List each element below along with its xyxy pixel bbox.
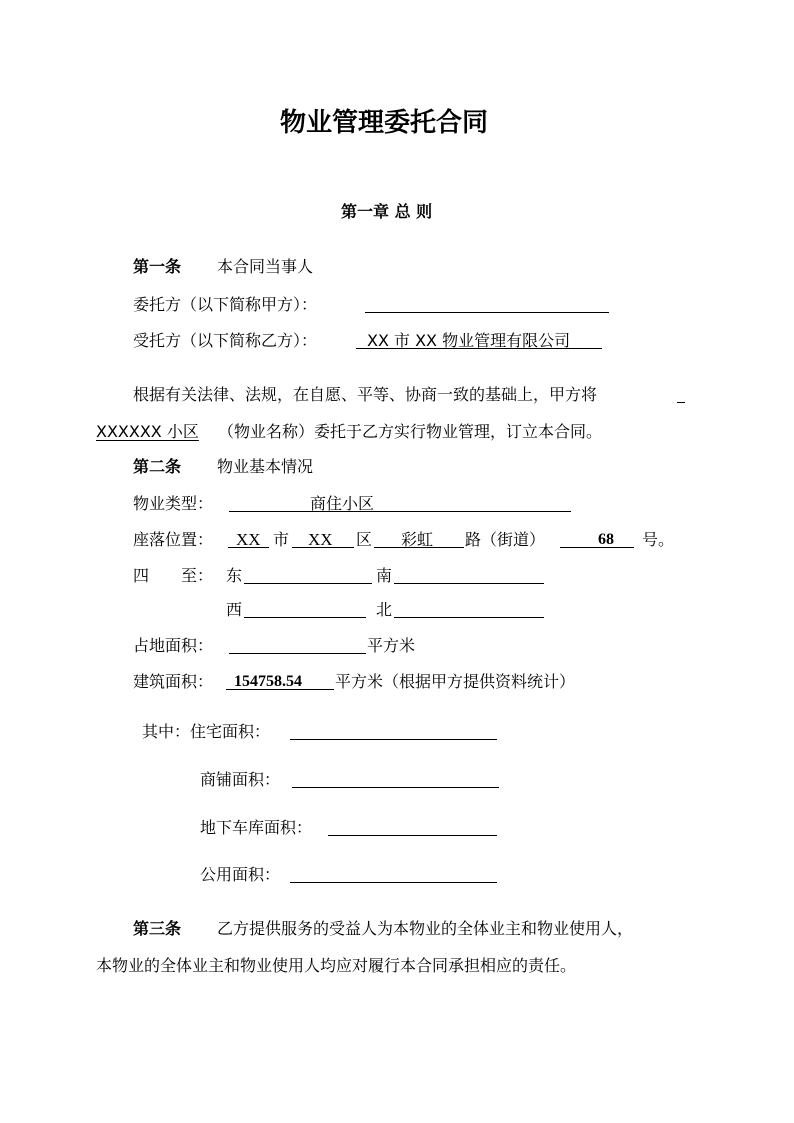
article2-text: 物业基本情况 — [217, 457, 314, 476]
building-area-unit: 平方米（根据甲方提供资料统计） — [335, 672, 576, 691]
bounds-label: 四 至： — [133, 566, 214, 585]
north-label: 北 — [376, 600, 393, 619]
east-label: 东 — [226, 566, 243, 585]
document-title: 物业管理委托合同 — [280, 108, 489, 138]
intro-underline-tail — [677, 402, 685, 403]
district-value: XX — [308, 530, 333, 549]
article3-line2: 本物业的全体业主和物业使用人均应对履行本合同承担相应的责任。 — [96, 956, 577, 975]
public-area-label: 公用面积： — [200, 865, 281, 884]
south-blank[interactable] — [394, 583, 544, 584]
land-area-label: 占地面积： — [133, 636, 214, 655]
west-blank[interactable] — [244, 617, 366, 618]
building-area-label: 建筑面积： — [133, 672, 214, 691]
article1-heading: 第一条 — [133, 257, 182, 276]
property-name: XXXXXX 小区 — [96, 422, 199, 441]
road-unit: 路（街道） — [465, 530, 546, 549]
party-b-value: XX 市 XX 物业管理有限公司 — [367, 331, 571, 350]
shop-area-blank[interactable] — [292, 787, 499, 788]
district-unit: 区 — [356, 530, 373, 549]
number-value: 68 — [598, 531, 614, 548]
north-blank[interactable] — [394, 617, 544, 618]
west-label: 西 — [226, 600, 243, 619]
garage-area-label: 地下车库面积： — [200, 818, 313, 837]
east-blank[interactable] — [244, 583, 372, 584]
road-value: 彩虹 — [401, 530, 434, 549]
building-area-value: 154758.54 — [234, 673, 302, 690]
city-unit: 市 — [273, 530, 290, 549]
public-area-blank[interactable] — [290, 882, 497, 883]
city-value: XX — [236, 530, 261, 549]
land-area-unit: 平方米 — [367, 636, 416, 655]
residential-area-blank[interactable] — [290, 739, 497, 740]
location-label: 座落位置： — [133, 530, 214, 549]
intro-line1: 根据有关法律、法规，在自愿、平等、协商一致的基础上，甲方将 — [133, 385, 598, 404]
residential-area-label: 其中：住宅面积： — [142, 722, 271, 741]
garage-area-blank[interactable] — [328, 835, 497, 836]
party-a-blank[interactable] — [365, 312, 609, 313]
intro-line2: （物业名称）委托于乙方实行物业管理，订立本合同。 — [218, 422, 603, 441]
south-label: 南 — [376, 566, 393, 585]
type-underline — [229, 511, 571, 512]
article3-line1: 乙方提供服务的受益人为本物业的全体业主和物业使用人， — [217, 919, 634, 938]
land-area-blank[interactable] — [229, 653, 366, 654]
article1-text: 本合同当事人 — [217, 257, 314, 276]
number-underline — [560, 547, 634, 548]
article2-heading: 第二条 — [133, 457, 182, 476]
article3-heading: 第三条 — [133, 919, 182, 938]
party-a-label: 委托方（以下简称甲方）： — [133, 295, 318, 314]
shop-area-label: 商铺面积： — [200, 770, 281, 789]
chapter-heading: 第一章 总 则 — [341, 202, 433, 221]
number-unit: 号。 — [642, 530, 675, 549]
party-b-label: 受托方（以下简称乙方）： — [133, 331, 318, 350]
type-label: 物业类型： — [133, 494, 214, 513]
type-value: 商住小区 — [310, 494, 375, 513]
